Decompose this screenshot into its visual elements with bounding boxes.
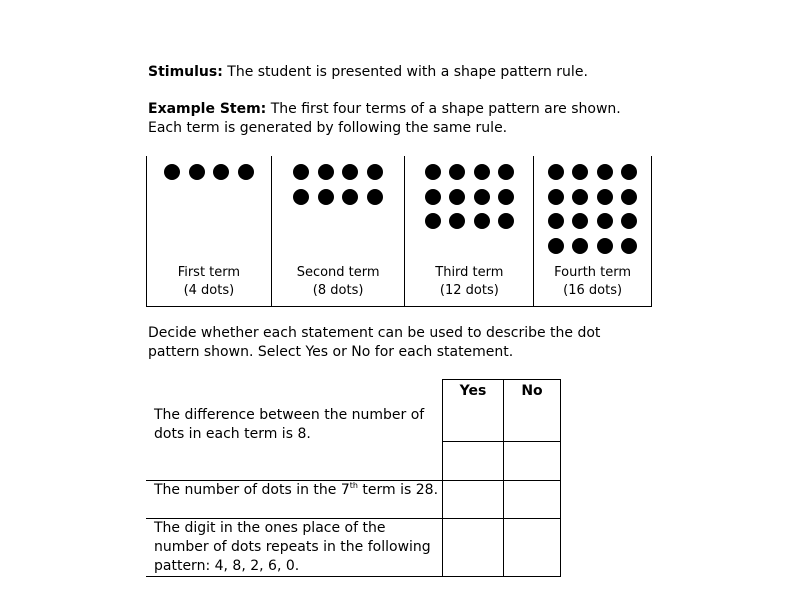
- term-name: Third term: [435, 265, 504, 280]
- dot: [597, 238, 613, 254]
- dot-grid: [548, 164, 638, 254]
- dot: [621, 238, 637, 254]
- table-row: [146, 518, 561, 576]
- instructions-text: Decide whether each statement can be used to describe the dot pattern shown. Select Yes or No for each statement.: [148, 325, 601, 360]
- statement-text: The digit in the ones place of the number of dots repeats in the following pattern: 4, 8, 2, 6, 0.: [154, 519, 431, 574]
- term-caption: [272, 264, 405, 300]
- term-name: Second term: [296, 265, 380, 280]
- dot-grid: [425, 164, 515, 229]
- dot: [189, 164, 205, 180]
- stimulus-text: The student is presented with a shape pattern rule.: [222, 64, 588, 80]
- dot: [318, 164, 334, 180]
- dot: [572, 189, 588, 205]
- term-third: [405, 156, 534, 306]
- yes-no-table: [146, 379, 561, 577]
- no-answer-cell[interactable]: [504, 518, 561, 576]
- term-count: (4 dots): [183, 283, 235, 298]
- statement-text: The difference between the number of dots in each term is 8.: [154, 406, 425, 442]
- dot: [548, 238, 564, 254]
- dot: [548, 213, 564, 229]
- dot: [572, 164, 588, 180]
- dot: [474, 189, 490, 205]
- term-fourth: [534, 156, 651, 306]
- term-second: [272, 156, 406, 306]
- stimulus-paragraph: [148, 63, 668, 82]
- dot: [342, 164, 358, 180]
- term-count: (12 dots): [439, 283, 499, 298]
- dot: [597, 164, 613, 180]
- dot: [548, 164, 564, 180]
- dot: [449, 213, 465, 229]
- term-caption: [405, 264, 533, 300]
- example-stem-label: Example Stem:: [148, 101, 267, 117]
- dot: [597, 213, 613, 229]
- dot: [474, 164, 490, 180]
- term-first: [147, 156, 272, 306]
- statement-cell: [146, 406, 443, 481]
- dot: [293, 164, 309, 180]
- yes-answer-cell[interactable]: [443, 442, 504, 481]
- term-name: First term: [177, 265, 241, 280]
- term-caption: [534, 264, 651, 300]
- table-row: [146, 480, 561, 518]
- term-count: (16 dots): [563, 283, 623, 298]
- dot-grid: [164, 164, 254, 180]
- no-answer-cell[interactable]: [504, 480, 561, 518]
- yes-answer-cell[interactable]: [443, 480, 504, 518]
- dot: [367, 164, 383, 180]
- dot: [498, 164, 514, 180]
- yes-column-header: Yes: [443, 380, 504, 442]
- dot: [318, 189, 334, 205]
- dot: [572, 238, 588, 254]
- term-name: Fourth term: [554, 265, 632, 280]
- stimulus-label: Stimulus:: [148, 64, 223, 80]
- dot-pattern-figure: [146, 156, 652, 307]
- dot: [548, 189, 564, 205]
- dot: [498, 213, 514, 229]
- dot: [498, 189, 514, 205]
- dot: [449, 164, 465, 180]
- example-stem-text: The first four terms of a shape pattern are shown. Each term is generated by following the same rule.: [148, 101, 621, 136]
- dot: [621, 189, 637, 205]
- no-column-header: No: [504, 380, 561, 442]
- dot: [597, 189, 613, 205]
- dot: [293, 189, 309, 205]
- dot: [238, 164, 254, 180]
- dot: [449, 189, 465, 205]
- example-stem-paragraph: [148, 100, 628, 138]
- dot: [342, 189, 358, 205]
- dot: [621, 213, 637, 229]
- dot: [425, 164, 441, 180]
- statement-cell: [146, 518, 443, 576]
- dot: [621, 164, 637, 180]
- dot: [425, 189, 441, 205]
- table-row: [146, 442, 561, 481]
- dot: [213, 164, 229, 180]
- statement-text: The number of dots in the 7th term is 28.: [154, 480, 439, 498]
- term-count: (8 dots): [312, 283, 364, 298]
- dot: [474, 213, 490, 229]
- dot: [425, 213, 441, 229]
- dot: [367, 189, 383, 205]
- dot: [164, 164, 180, 180]
- term-caption: [147, 264, 271, 300]
- no-answer-cell[interactable]: [504, 442, 561, 481]
- statement-cell: [146, 480, 443, 518]
- yes-answer-cell[interactable]: [443, 518, 504, 576]
- dot-grid: [293, 164, 383, 205]
- dot: [572, 213, 588, 229]
